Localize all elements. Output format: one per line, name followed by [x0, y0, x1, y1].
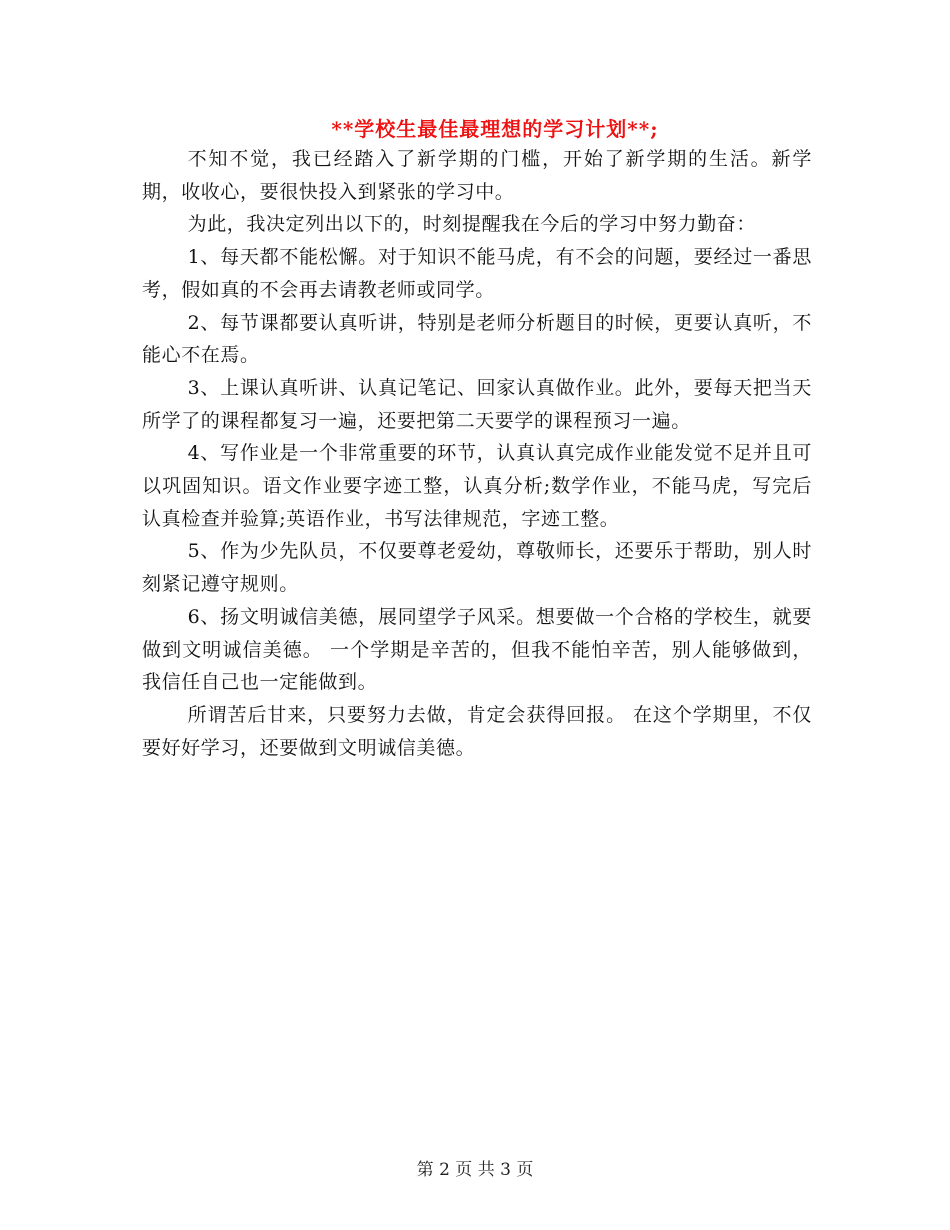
paragraph: 3、上课认真听讲、认真记笔记、回家认真做作业。此外，要每天把当天所学了的课程都复习一遍，还要把第二天要学的课程预习一遍。	[142, 376, 812, 432]
paragraph: 为此，我决定列出以下的，时刻提醒我在今后的学习中努力勤奋：	[187, 213, 756, 236]
paragraph: 4、写作业是一个非常重要的环节，认真认真完成作业能发觉不足并且可以巩固知识。语文作业要字迹工整，认真分析;数学作业，不能马虎，写完后认真检查并验算;英语作业，书写法律规范，字迹工整。	[142, 442, 812, 530]
document-body	[142, 143, 812, 764]
paragraph: 不知不觉，我已经踏入了新学期的门槛，开始了新学期的生活。新学期，收收心，要很快投入到紧张的学习中。	[142, 148, 812, 203]
paragraph: 所谓苦后甘来，只要努力去做，肯定会获得回报。 在这个学期里，不仅要好好学习，还要做到文明诚信美德。	[142, 703, 812, 759]
paragraph: 1、每天都不能松懈。对于知识不能马虎，有不会的问题，要经过一番思考，假如真的不会再去请教老师或同学。	[142, 246, 812, 301]
paragraph: 2、每节课都要认真听讲，特别是老师分析题目的时候，更要认真听，不能心不在焉。	[142, 311, 812, 367]
page-number-footer: 第 2 页 共 3 页	[416, 1160, 534, 1180]
paragraph: 6、扬文明诚信美德，展同望学子风采。想要做一个合格的学校生，就要做到文明诚信美德。 一个学期是辛苦的，但我不能怕辛苦，别人能够做到，我信任自己也一定能做到。	[142, 605, 812, 694]
document-title: **学校生最佳最理想的学习计划**;	[331, 117, 659, 141]
paragraph: 5、作为少先队员，不仅要尊老爱幼，尊敬师长，还要乐于帮助，别人时刻紧记遵守规则。	[142, 540, 812, 596]
